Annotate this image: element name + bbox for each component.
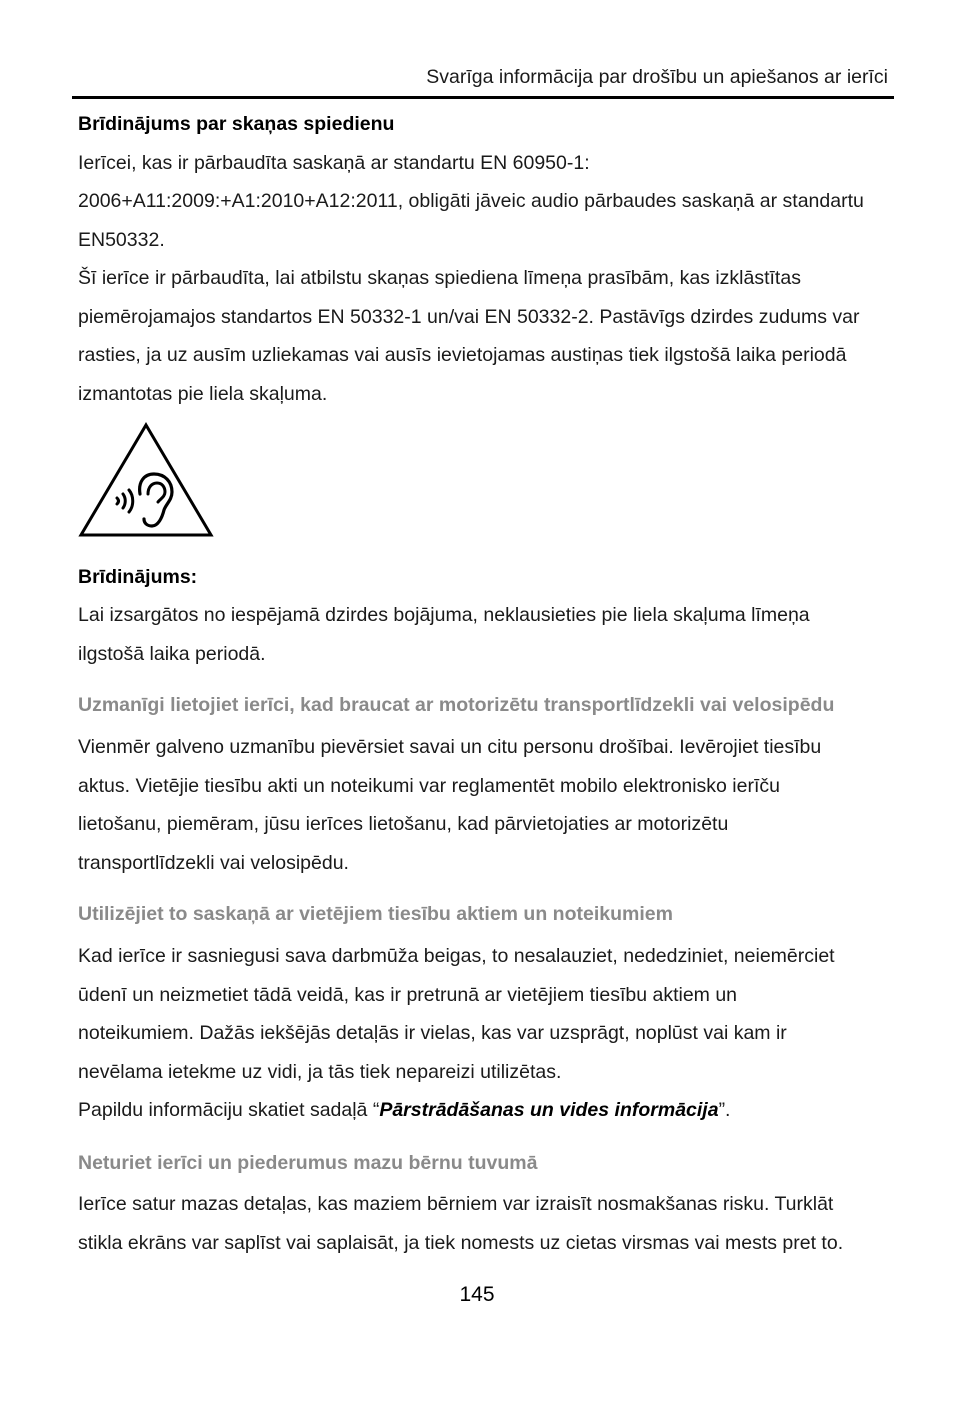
- header-title: Svarīga informācija par drošību un apiešanos ar ierīci: [426, 66, 888, 88]
- section-heading-sound: Brīdinājums par skaņas spiedienu: [78, 113, 395, 135]
- section-heading-driving: Uzmanīgi lietojiet ierīci, kad braucat ar motorizētu transportlīdzekli vai velosipēdu: [78, 694, 835, 716]
- paragraph-line: Šī ierīce ir pārbaudīta, lai atbilstu skaņas spiediena līmeņa prasībām, kas izklāstītas: [78, 267, 801, 289]
- paragraph-line: EN50332.: [78, 229, 165, 251]
- paragraph-line: aktus. Vietējie tiesību akti un noteikumi var reglamentēt mobilo elektronisko ierīču: [78, 775, 780, 797]
- paragraph-line: ūdenī un neizmetiet tādā veidā, kas ir pretrunā ar vietējiem tiesību aktiem un: [78, 984, 738, 1006]
- more-info-prefix: Papildu informāciju skatiet sadaļā “: [78, 1099, 380, 1121]
- section-heading-children: Neturiet ierīci un piederumus mazu bērnu tuvumā: [78, 1152, 538, 1174]
- paragraph-line: piemērojamajos standartos EN 50332-1 un/vai EN 50332-2. Pastāvīgs dzirdes zudums var: [78, 306, 860, 328]
- paragraph-line: 2006+A11:2009:+A1:2010+A12:2011, obligāti jāveic audio pārbaudes saskaņā ar standartu: [78, 190, 864, 212]
- more-info-line: [78, 1099, 730, 1122]
- page-header: [72, 66, 894, 99]
- paragraph-line: transportlīdzekli vai velosipēdu.: [78, 852, 349, 874]
- hearing-warning-icon: [78, 422, 214, 538]
- paragraph-line: ilgstošā laika periodā.: [78, 643, 266, 665]
- page-number: 145: [459, 1283, 495, 1306]
- paragraph-line: rasties, ja uz ausīm uzliekamas vai ausīs ievietojamas austiņas tiek ilgstošā laika periodā: [78, 344, 847, 366]
- more-info-suffix: ”.: [718, 1099, 731, 1121]
- paragraph-line: Vienmēr galveno uzmanību pievērsiet savai un citu personu drošībai. Ievērojiet tiesību: [78, 736, 822, 758]
- paragraph-line: Lai izsargātos no iespējamā dzirdes bojājuma, neklausieties pie liela skaļuma līmeņa: [78, 604, 810, 626]
- recycling-info-reference: Pārstrādāšanas un vides informācija: [379, 1099, 719, 1121]
- section-heading-disposal: Utilizējiet to saskaņā ar vietējiem tiesību aktiem un noteikumiem: [78, 903, 673, 925]
- paragraph-line: lietošanu, piemēram, jūsu ierīces lietošanu, kad pārvietojaties ar motorizētu: [78, 813, 729, 835]
- paragraph-line: izmantotas pie liela skaļuma.: [78, 383, 328, 405]
- paragraph-line: Ierīce satur mazas detaļas, kas maziem bērniem var izraisīt nosmakšanas risku. Turklāt: [78, 1193, 834, 1215]
- paragraph-line: Kad ierīce ir sasniegusi sava darbmūža beigas, to nesalauziet, nededziniet, neiemērciet: [78, 945, 835, 967]
- section-heading-warning: Brīdinājums:: [78, 566, 198, 588]
- paragraph-line: Ierīcei, kas ir pārbaudīta saskaņā ar standartu EN 60950-1:: [78, 152, 590, 174]
- paragraph-line: noteikumiem. Dažās iekšējās detaļās ir vielas, kas var uzsprāgt, noplūst vai kam ir: [78, 1022, 787, 1044]
- paragraph-line: nevēlama ietekme uz vidi, ja tās tiek nepareizi utilizētas.: [78, 1061, 562, 1083]
- paragraph-line: stikla ekrāns var saplīst vai saplaisāt, ja tiek nomests uz cietas virsmas vai mests pret to.: [78, 1232, 844, 1254]
